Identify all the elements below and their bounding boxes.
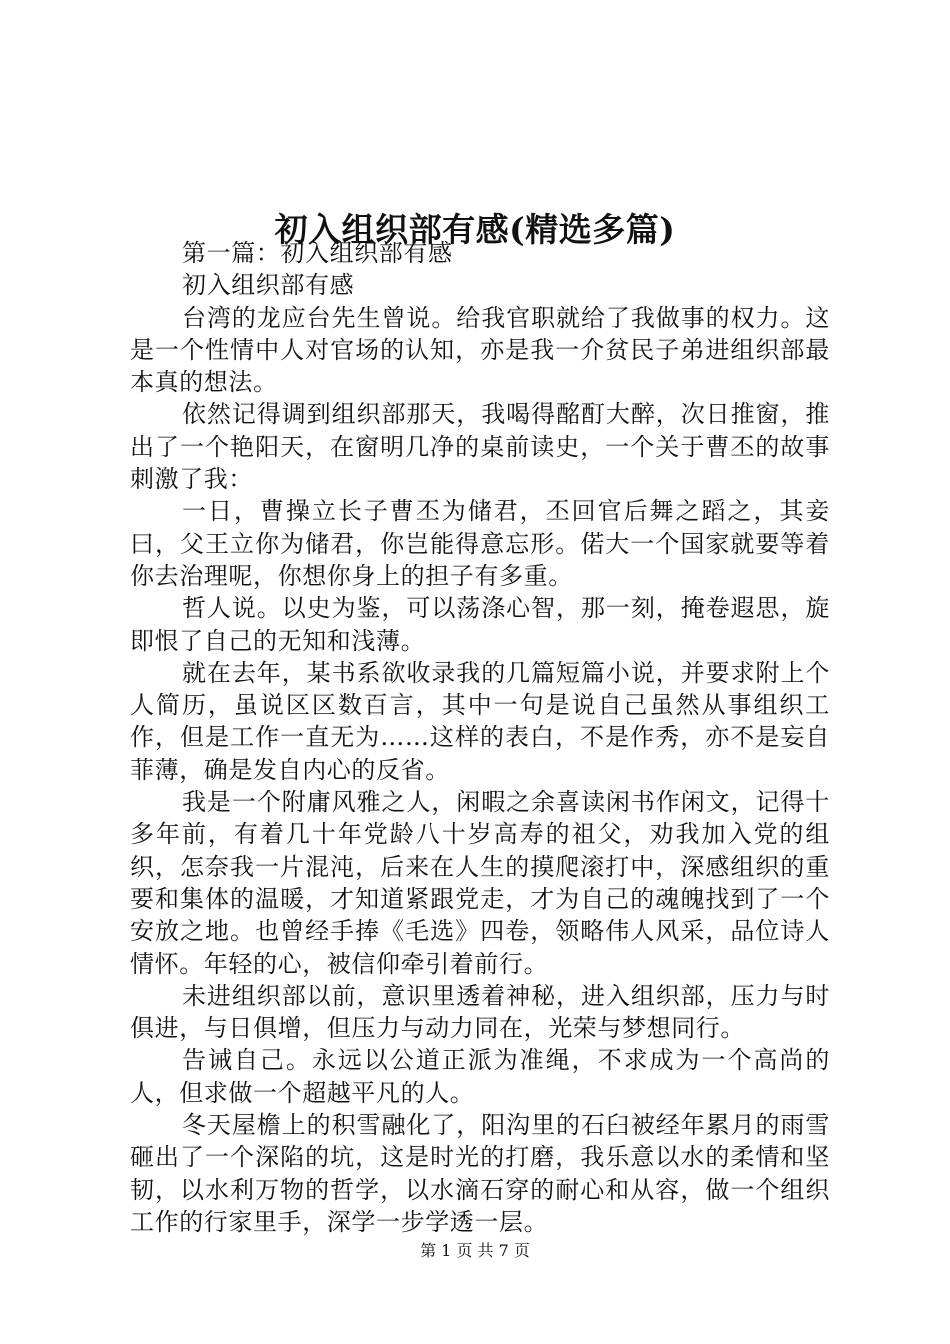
paragraph: 一日，曹操立长子曹丕为储君，丕回官后舞之蹈之，其妾曰，父王立你为储君，你岂能得意忘形。偌大一个国家就要等着你去治理呢，你想你身上的担子有多重。 (130, 497, 830, 590)
paragraph: 未进组织部以前，意识里透着神秘，进入组织部，压力与时俱进，与日俱增，但压力与动力同在，光荣与梦想同行。 (130, 981, 830, 1043)
paragraph: 依然记得调到组织部那天，我喝得酩酊大醉，次日推窗，推出了一个艳阳天，在窗明几净的桌前读史，一个关于曹丕的故事刺激了我： (130, 400, 830, 494)
paragraph: 告诫自己。永远以公道正派为准绳，不求成为一个高尚的人，但求做一个超越平凡的人。 (130, 1046, 830, 1107)
paragraph: 台湾的龙应台先生曾说。给我官职就给了我做事的权力。这是一个性情中人对官场的认知，亦是我一介贫民子弟进组织部最本真的想法。 (130, 303, 830, 397)
document-body (130, 237, 830, 1238)
paragraph: 就在去年，某书系欲收录我的几篇短篇小说，并要求附上个人简历，虽说区区数百言，其中一句是说自己虽然从事组织工作，但是工作一直无为……这样的表白，不是作秀，亦不是妄自菲薄，确是发自内心的反省。 (130, 658, 830, 784)
page-footer: 第 1 页 共 7 页 (420, 1241, 530, 1260)
paragraph: 初入组织部有感 (182, 271, 355, 300)
paragraph: 第一篇：初入组织部有感 (182, 239, 453, 267)
paragraph: 我是一个附庸风雅之人，闲暇之余喜读闲书作闲文，记得十多年前，有着几十年党龄八十岁高寿的祖父，劝我加入党的组织，怎奈我一片混沌，后来在人生的摸爬滚打中，深感组织的重要和集体的温暖，才知道紧跟党走，才为自己的魂魄找到了一个安放之地。也曾经手捧《毛选》四卷，领略伟人风采，品位诗人情怀。年轻的心，被信仰牵引着前行。 (130, 788, 830, 978)
paragraph: 冬天屋檐上的积雪融化了，阳沟里的石臼被经年累月的雨雪砸出了一个深陷的坑，这是时光的打磨，我乐意以水的柔情和坚韧，以水利万物的哲学，以水滴石穿的耐心和从容，做一个组织工作的行家里手，深学一步学透一层。 (130, 1111, 830, 1236)
paragraph: 哲人说。以史为鉴，可以荡涤心智，那一刻，掩卷遐思，旋即恨了自己的无知和浅薄。 (130, 594, 830, 655)
document-title: 初入组织部有感(精选多篇) (274, 210, 676, 250)
